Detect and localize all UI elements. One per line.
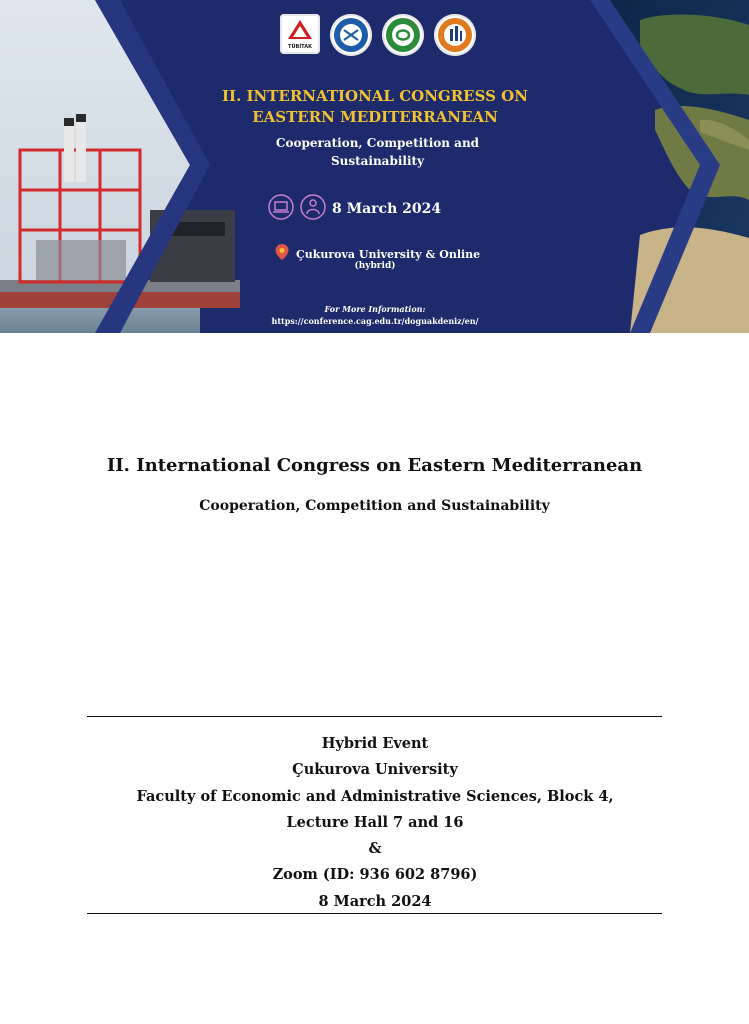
banner-subtitle-line2: Sustainability (330, 154, 425, 168)
detail-date: 8 March 2024 (318, 892, 432, 910)
tubitak-logo (280, 14, 320, 54)
banner-location-note: (hybrid) (354, 261, 396, 271)
banner-date-row (268, 194, 441, 224)
banner-title-line2: EASTERN MEDITERRANEAN (252, 108, 498, 126)
detail-ampersand: & (368, 840, 382, 858)
university-logo-1 (330, 14, 372, 56)
banner-location: Çukurova University & Online (296, 247, 481, 261)
detail-faculty: Faculty of Economic and Administrative Sciences, Block 4, (136, 787, 614, 805)
detail-event-type: Hybrid Event (321, 735, 429, 752)
banner-subtitle-line1: Cooperation, Competition and (275, 136, 480, 150)
divider-top (87, 716, 662, 717)
banner-url[interactable]: https://conference.cag.edu.tr/doguakdeniz/en/ (271, 316, 479, 326)
document-subtitle: Cooperation, Competition and Sustainability (199, 498, 550, 514)
university-logo-3 (434, 14, 476, 56)
divider-bottom (87, 913, 662, 914)
banner-title-line1: II. INTERNATIONAL CONGRESS ON (222, 87, 528, 105)
banner-date: 8 March 2024 (332, 201, 442, 217)
location-pin-icon (274, 243, 290, 265)
detail-university: Çukurova University (292, 761, 458, 779)
banner-more-info-label: For More Information: (324, 304, 426, 314)
laptop-icon (268, 194, 294, 224)
detail-lecture-halls: Lecture Hall 7 and 16 (286, 813, 464, 831)
svg-text:TÜBİTAK: TÜBİTAK (288, 44, 312, 50)
detail-zoom-id: Zoom (ID: 936 602 8796) (272, 866, 478, 884)
document-title: II. International Congress on Eastern Mediterranean (106, 455, 643, 476)
event-details (60, 731, 690, 915)
people-icon (300, 194, 326, 224)
university-logo-2 (382, 14, 424, 56)
sponsor-logos (280, 14, 476, 56)
congress-banner (0, 0, 749, 333)
